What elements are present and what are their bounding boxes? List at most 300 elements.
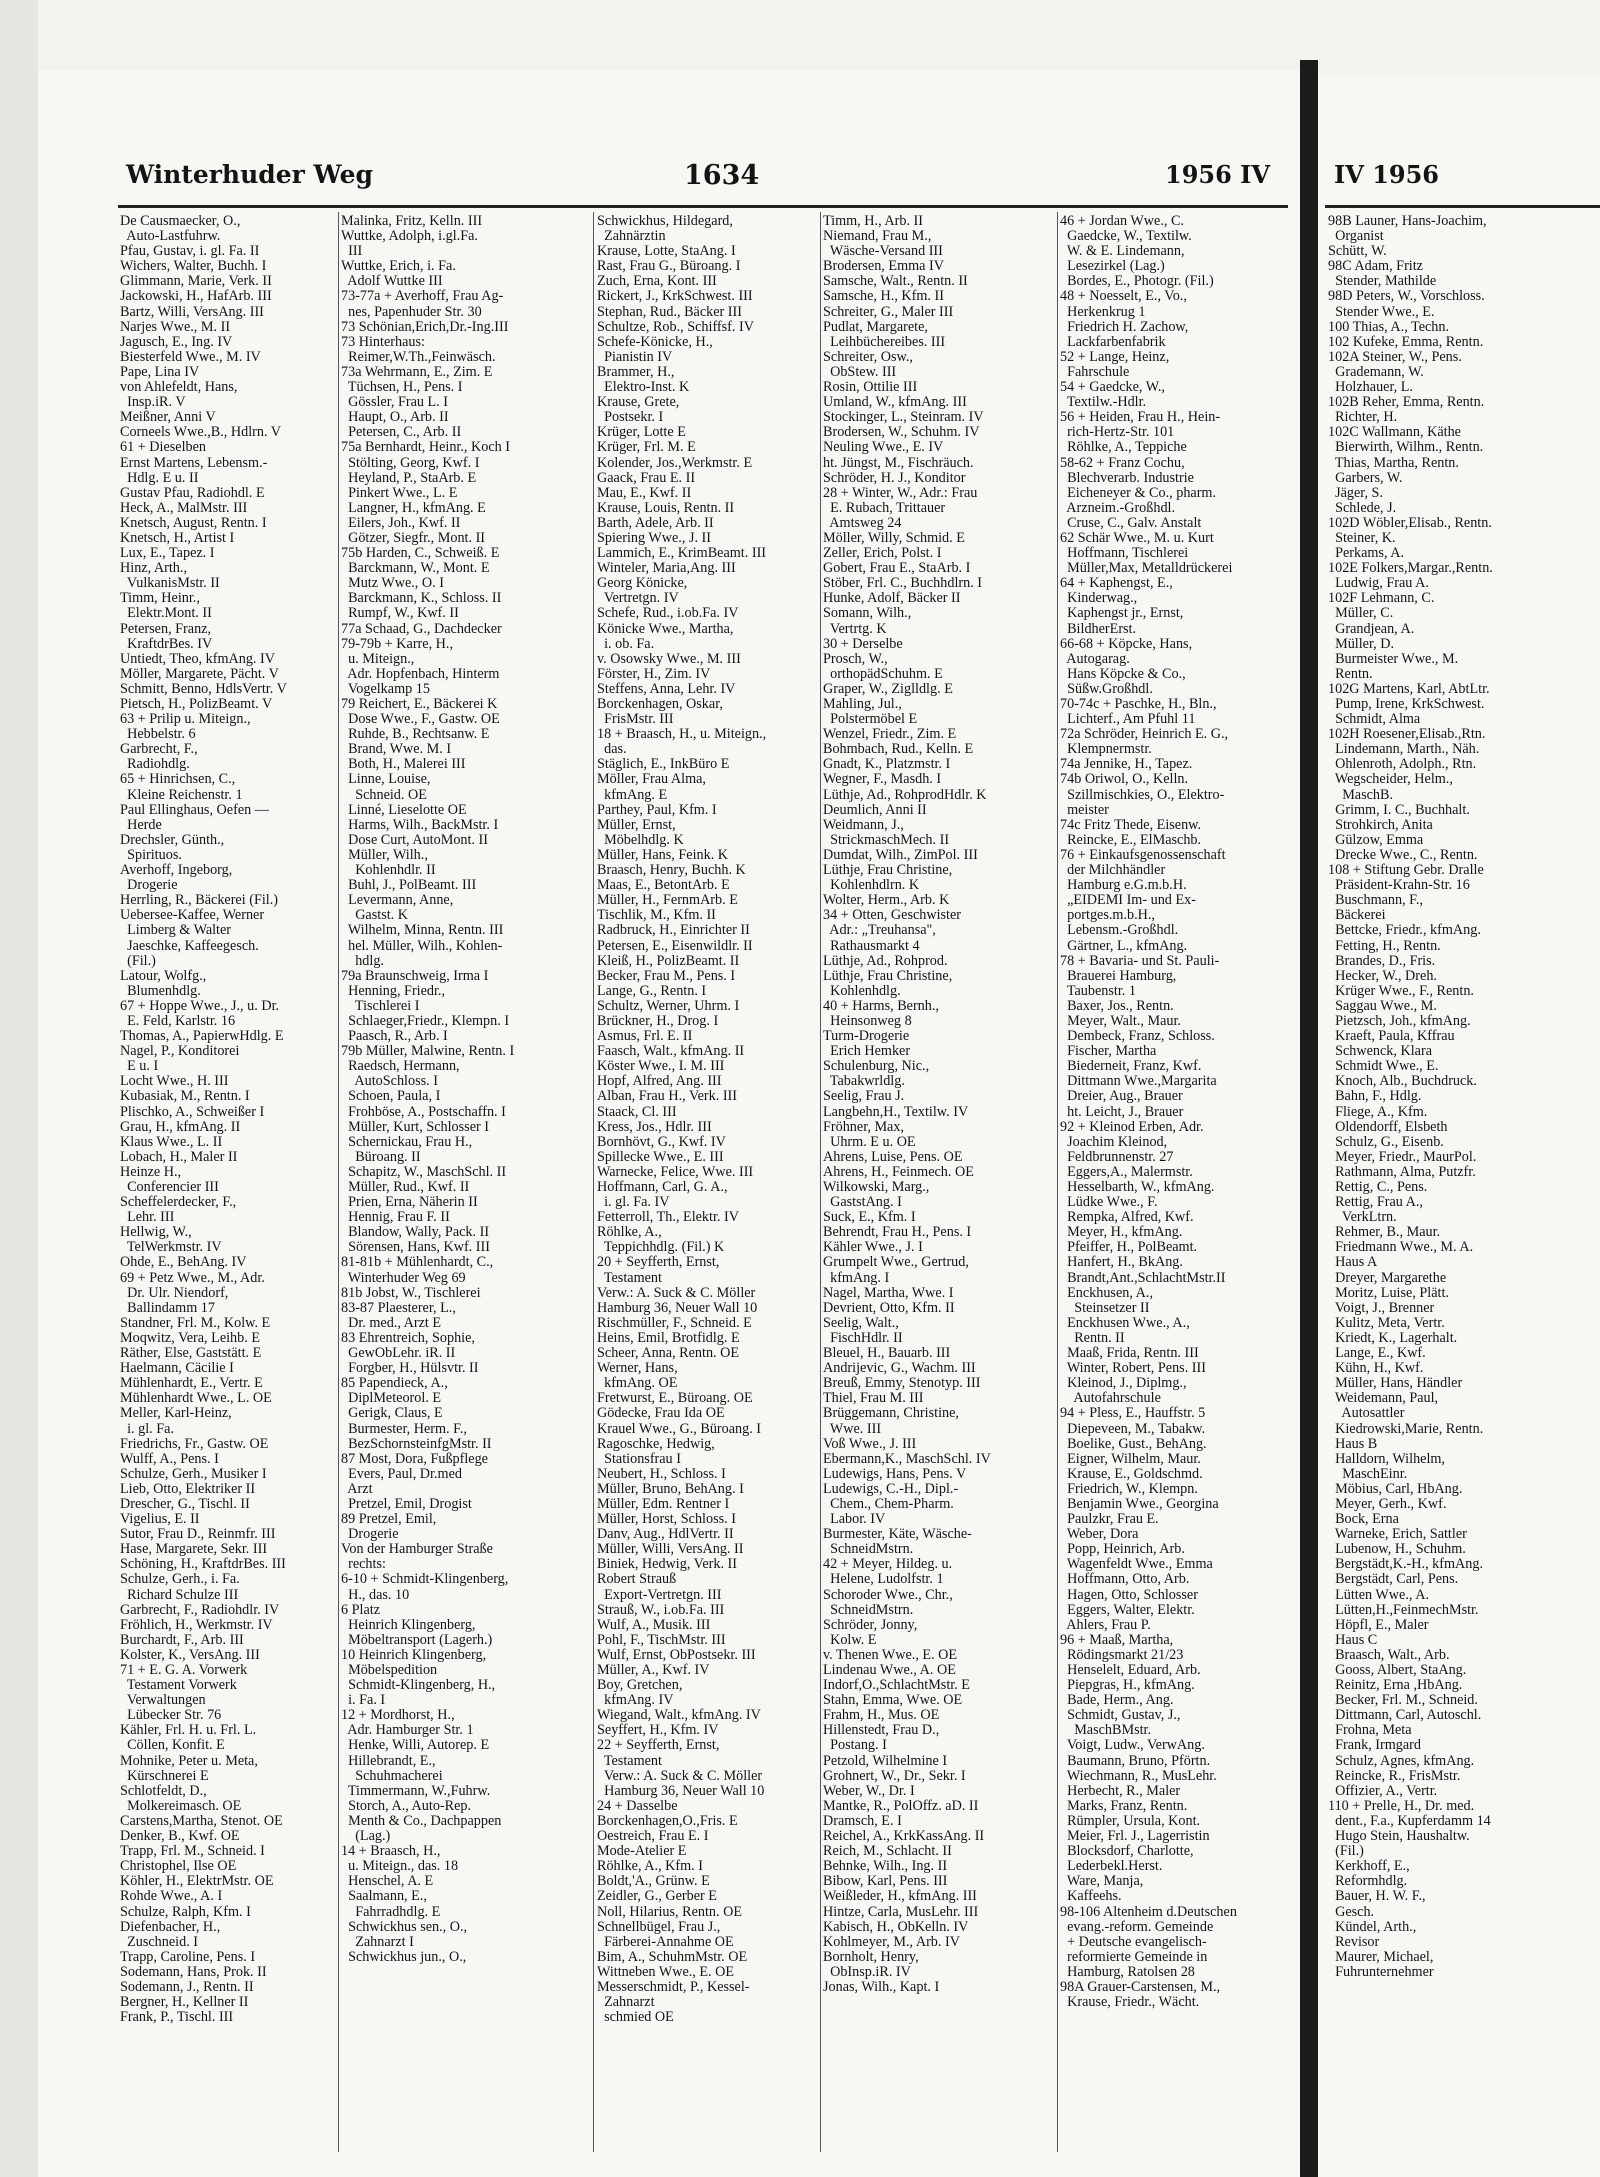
- directory-entry-line: Garbers, W.: [1328, 469, 1403, 486]
- directory-entry-line: Eggers, Walter, Elektr.: [1060, 1601, 1195, 1618]
- directory-entry-line: Chem., Chem-Pharm.: [823, 1495, 954, 1512]
- directory-entry-line: 78 + Bavaria- und St. Pauli-: [1060, 952, 1220, 969]
- directory-entry-line: Zahnarzt: [597, 1994, 655, 2011]
- directory-entry-line: Schneid. OE: [341, 786, 427, 803]
- directory-entry-line: Müller, Rud., Kwf. II: [341, 1179, 470, 1195]
- directory-entry-line: Langbehn,H., Textilw. IV: [823, 1103, 969, 1120]
- directory-entry-line: Halldorn, Wilhelm,: [1328, 1450, 1445, 1467]
- directory-entry-line: Friedrich H. Zachow,: [1060, 318, 1189, 335]
- directory-entry-line: Weber, Dora: [1060, 1526, 1139, 1543]
- directory-entry-line: Gaack, Frau E. II: [597, 469, 696, 486]
- directory-entry-line: Reichel, A., KrkKassAng. II: [823, 1828, 985, 1845]
- directory-entry-line: Boldt,'A., Grünw. E: [597, 1873, 710, 1890]
- directory-entry-line: Bergstädt, Carl, Pens.: [1328, 1571, 1459, 1588]
- directory-entry-line: Hdlg. E u. II: [120, 469, 199, 486]
- directory-entry-line: Molkereimasch. OE: [120, 1797, 242, 1814]
- directory-entry-line: Schmitt, Benno, HdlsVertr. V: [120, 680, 287, 697]
- directory-entry-line: Pietsch, H., PolizBeamt. V: [120, 696, 273, 712]
- directory-entry-line: Paulzkr, Frau E.: [1060, 1511, 1159, 1528]
- directory-entry-line: Eilers, Joh., Kwf. II: [341, 514, 461, 531]
- directory-entry-line: Radiohdlg.: [120, 756, 190, 773]
- directory-entry-line: Maurer, Michael,: [1328, 1948, 1434, 1965]
- directory-entry-line: Dittmann Wwe.,Margarita: [1060, 1073, 1217, 1090]
- directory-entry-line: Lüthje, Frau Christine,: [823, 967, 953, 984]
- directory-entry-line: Oestreich, Frau E. I: [597, 1828, 709, 1845]
- directory-entry-line: 102E Folkers,Margar.,Rentn.: [1328, 560, 1493, 577]
- directory-entry-line: Blandow, Wally, Pack. II: [341, 1224, 490, 1241]
- directory-entry-line: Schulz, G., Eisenb.: [1328, 1133, 1444, 1150]
- directory-entry-line: Lederbekl.Herst.: [1060, 1858, 1163, 1875]
- directory-entry-line: Hecker, W., Dreh.: [1328, 967, 1437, 984]
- directory-entry-line: Enckhusen Wwe., A.,: [1060, 1314, 1190, 1331]
- directory-entry-line: Wegner, F., Masdh. I: [823, 771, 942, 788]
- directory-entry-line: + Deutsche evangelisch-: [1060, 1933, 1207, 1950]
- directory-entry-line: das.: [597, 741, 627, 758]
- directory-entry-line: Hunke, Adolf, Bäcker II: [823, 590, 961, 607]
- directory-entry-line: Schmidt Wwe., E.: [1328, 1058, 1439, 1075]
- directory-entry-line: Röhlke, A., Teppiche: [1060, 439, 1187, 456]
- directory-entry-line: Saalmann, E.,: [341, 1888, 427, 1905]
- directory-entry-line: Plischko, A., Schweißer I: [120, 1103, 265, 1120]
- directory-entry-line: Mohnike, Peter u. Meta,: [120, 1752, 258, 1769]
- directory-entry-line: 46 + Jordan Wwe., C.: [1060, 214, 1184, 229]
- directory-entry-line: Könicke Wwe., Martha,: [597, 620, 734, 637]
- directory-entry-line: Buschmann, F.,: [1328, 892, 1424, 909]
- directory-entry-line: Harms, Wilh., BackMstr. I: [341, 816, 499, 833]
- header-rule-left: [118, 205, 1288, 208]
- directory-entry-line: Joachim Kleinod,: [1060, 1133, 1168, 1150]
- directory-entry-line: kfmAng. OE: [597, 1375, 678, 1392]
- directory-entry-line: AutoSchloss. I: [341, 1073, 438, 1090]
- directory-entry-line: 73-77a + Averhoff, Frau Ag-: [341, 288, 504, 305]
- directory-entry-line: Müller, Wilh.,: [341, 846, 428, 863]
- directory-entry-line: Krauel Wwe., G., Büroang. I: [597, 1420, 762, 1437]
- directory-entry-line: Verw.: A. Suck & C. Möller: [597, 1284, 756, 1301]
- directory-entry-line: Schlotfeldt, D.,: [120, 1782, 207, 1799]
- directory-entry-line: „EIDEMI Im- und Ex-: [1060, 892, 1196, 909]
- directory-entry-line: Eggers,A., Malermstr.: [1060, 1163, 1193, 1180]
- directory-entry-line: Schulze, Ralph, Kfm. I: [120, 1903, 251, 1920]
- directory-entry-line: DiplMeteorol. E: [341, 1390, 442, 1407]
- directory-entry-line: Lobach, H., Maler II: [120, 1148, 238, 1165]
- directory-entry-line: Müller, H., FernmArb. E: [597, 892, 738, 909]
- directory-entry-line: Von der Hamburger Straße: [341, 1541, 493, 1558]
- directory-entry-line: 28 + Winter, W., Adr.: Frau: [823, 484, 978, 501]
- directory-entry-line: Schmidt-Klingenberg, H.,: [341, 1677, 496, 1694]
- directory-entry-line: Stationsfrau I: [597, 1450, 681, 1467]
- directory-entry-line: Kolender, Jos.,Werkmstr. E: [597, 454, 753, 471]
- directory-entry-line: Herrling, R., Bäckerei (Fil.): [120, 892, 278, 909]
- directory-entry-line: Müller, Kurt, Schlosser I: [341, 1118, 489, 1135]
- directory-entry-line: Trapp, Frl. M., Schneid. I: [120, 1843, 265, 1860]
- directory-entry-line: Lieb, Otto, Elektriker II: [120, 1480, 256, 1497]
- directory-entry-line: Kürschnerei E: [120, 1767, 209, 1784]
- directory-entry-line: Büroang. II: [341, 1148, 421, 1165]
- directory-entry-line: Knetsch, August, Rentn. I: [120, 514, 267, 531]
- directory-entry-line: Weidmann, J.,: [823, 816, 904, 833]
- directory-entry-line: Ludwig, Frau A.: [1328, 575, 1429, 592]
- directory-entry-line: Wuttke, Erich, i. Fa.: [341, 258, 456, 275]
- directory-entry-line: Haus B: [1328, 1435, 1378, 1452]
- directory-entry-line: Alban, Frau H., Verk. III: [597, 1088, 738, 1105]
- directory-entry-line: Postsekr. I: [597, 409, 664, 426]
- directory-entry-line: Wolter, Herm., Arb. K: [823, 892, 950, 909]
- directory-entry-line: Friedrich, W., Klempn.: [1060, 1480, 1198, 1497]
- directory-entry-line: Prien, Erna, Näherin II: [341, 1194, 478, 1211]
- directory-entry-line: Ruhde, B., Rechtsanw. E: [341, 726, 490, 743]
- directory-entry-line: Kähler, Frl. H. u. Frl. L.: [120, 1722, 257, 1739]
- directory-entry-line: Hase, Margarete, Sekr. III: [120, 1541, 268, 1558]
- directory-entry-line: Dreyer, Margarethe: [1328, 1269, 1447, 1286]
- directory-entry-line: Zuschneid. I: [120, 1933, 199, 1950]
- directory-entry-line: (Lag.): [341, 1828, 391, 1845]
- directory-entry-line: Polstermöbel E: [823, 711, 918, 728]
- directory-entry-line: i. ob. Fa.: [597, 635, 655, 652]
- directory-entry-line: Kiedrowski,Marie, Rentn.: [1328, 1420, 1484, 1437]
- directory-entry-line: Lichterf., Am Pfuhl 11: [1060, 711, 1196, 728]
- directory-column-5: [1060, 214, 1298, 2174]
- directory-entry-line: Mantke, R., PolOffz. aD. II: [823, 1797, 979, 1814]
- directory-entry-line: Möbeltransport (Lagerh.): [341, 1631, 493, 1648]
- directory-entry-line: Jäger, S.: [1328, 484, 1383, 501]
- directory-entry-line: Timm, H., Arb. II: [823, 214, 923, 229]
- directory-entry-line: Behrendt, Frau H., Pens. I: [823, 1224, 972, 1241]
- directory-entry-line: Saggau Wwe., M.: [1328, 997, 1437, 1014]
- directory-entry-line: Bim, A., SchuhmMstr. OE: [597, 1948, 748, 1965]
- directory-entry-line: Brodersen, Emma IV: [823, 258, 944, 275]
- directory-entry-line: Standner, Frl. M., Kolw. E: [120, 1314, 271, 1331]
- directory-entry-line: Zuch, Erna, Kont. III: [597, 273, 717, 290]
- directory-entry-line: 20 + Seyfferth, Ernst,: [597, 1254, 720, 1271]
- directory-entry-line: Räther, Else, Gaststätt. E: [120, 1345, 262, 1362]
- directory-entry-line: Ahrens, H., Feinmech. OE: [823, 1163, 974, 1180]
- directory-entry-line: Wenzel, Friedr., Zim. E: [823, 726, 957, 743]
- directory-entry-line: Müller, D.: [1328, 635, 1395, 652]
- directory-entry-line: Möller, Willy, Schmid. E: [823, 529, 965, 546]
- directory-entry-line: Vertrtg. K: [823, 620, 887, 637]
- directory-entry-line: Drechsler, Günth.,: [120, 831, 225, 848]
- directory-entry-line: Müller, C.: [1328, 605, 1394, 622]
- directory-entry-line: Cruse, C., Galv. Anstalt: [1060, 514, 1202, 531]
- directory-entry-line: Hinz, Arth.,: [120, 560, 187, 577]
- directory-entry-line: reformierte Gemeinde in: [1060, 1948, 1208, 1965]
- directory-entry-line: 92 + Kleinod Erben, Adr.: [1060, 1118, 1204, 1135]
- directory-entry-line: Rettig, Frau A.,: [1328, 1194, 1423, 1211]
- directory-entry-line: Kohlenhdlr. II: [341, 862, 436, 879]
- directory-entry-line: Seelig, Walt.,: [823, 1314, 899, 1331]
- directory-column-2: [341, 214, 589, 2174]
- column-divider: [593, 212, 594, 2152]
- directory-entry-line: Schuhmacherei: [341, 1767, 443, 1784]
- directory-entry-line: Seyffert, H., Kfm. IV: [597, 1722, 719, 1739]
- directory-entry-line: Adr. Hamburger Str. 1: [341, 1722, 474, 1739]
- directory-entry-line: Fahrschule: [1060, 363, 1130, 380]
- directory-entry-line: Pretzel, Emil, Drogist: [341, 1495, 472, 1512]
- directory-entry-line: Boelike, Gust., BehAng.: [1060, 1435, 1207, 1452]
- directory-entry-line: Lindemann, Marth., Näh.: [1328, 741, 1480, 758]
- directory-entry-line: Ware, Manja,: [1060, 1873, 1144, 1890]
- directory-entry-line: Popp, Heinrich, Arb.: [1060, 1541, 1185, 1558]
- directory-entry-line: Dembeck, Franz, Schloss.: [1060, 1028, 1215, 1045]
- directory-entry-line: Kulitz, Meta, Vertr.: [1328, 1314, 1445, 1331]
- directory-entry-line: Scheer, Anna, Rentn. OE: [597, 1345, 740, 1362]
- directory-entry-line: Both, H., Malerei III: [341, 756, 466, 773]
- directory-entry-line: Mau, E., Kwf. II: [597, 484, 692, 501]
- directory-entry-line: Weber, W., Dr. I: [823, 1782, 915, 1799]
- directory-entry-line: Rathmann, Alma, Putzfr.: [1328, 1163, 1476, 1180]
- directory-entry-line: Rödingsmarkt 21/23: [1060, 1646, 1184, 1663]
- directory-entry-line: v. Osowsky Wwe., M. III: [597, 650, 741, 667]
- directory-entry-line: Carstens,Martha, Stenot. OE: [120, 1812, 283, 1829]
- directory-entry-line: Stäglich, E., InkBüro E: [597, 756, 730, 773]
- directory-entry-line: Henke, Willi, Autorep. E: [341, 1737, 490, 1754]
- directory-entry-line: Ohde, E., BehAng. IV: [120, 1254, 247, 1271]
- directory-entry-line: Fröhner, Max,: [823, 1118, 904, 1135]
- directory-entry-line: Wilhelm, Minna, Rentn. III: [341, 922, 504, 939]
- directory-entry-line: Kleine Reichenstr. 1: [120, 786, 243, 803]
- directory-entry-line: Marks, Franz, Rentn.: [1060, 1797, 1188, 1814]
- directory-entry-line: Moritz, Luise, Plätt.: [1328, 1284, 1449, 1301]
- directory-entry-line: Henselelt, Eduard, Arb.: [1060, 1662, 1201, 1678]
- directory-entry-line: Gärtner, L., kfmAng.: [1060, 937, 1188, 954]
- directory-entry-line: Samsche, Walt., Rentn. II: [823, 273, 968, 290]
- directory-entry-line: Heinrich Klingenberg,: [341, 1616, 476, 1633]
- directory-entry-line: Rumpf, W., Kwf. II: [341, 605, 459, 622]
- directory-entry-line: Offizier, A., Vertr.: [1328, 1782, 1438, 1799]
- directory-entry-line: Ahrens, Luise, Pens. OE: [823, 1148, 963, 1165]
- directory-entry-line: Oldendorff, Elsbeth: [1328, 1118, 1448, 1135]
- directory-entry-line: Dittmann, Carl, Autoschl.: [1328, 1707, 1482, 1724]
- directory-entry-line: Forgber, H., Hülsvtr. II: [341, 1360, 479, 1377]
- directory-entry-line: Borckenhagen,O.,Fris. E: [597, 1812, 738, 1829]
- directory-entry-line: Blocksdorf, Charlotte,: [1060, 1843, 1194, 1860]
- directory-entry-line: Danv, Aug., HdlVertr. II: [597, 1526, 734, 1543]
- directory-entry-line: 98A Grauer-Carstensen, M.,: [1060, 1978, 1221, 1995]
- directory-entry-line: Tischlik, M., Kfm. II: [597, 907, 716, 924]
- directory-entry-line: Meißner, Anni V: [120, 409, 216, 426]
- directory-entry-line: Drescher, G., Tischl. II: [120, 1495, 250, 1512]
- directory-entry-line: Rentn.: [1328, 665, 1373, 682]
- directory-entry-line: Vogelkamp 15: [341, 680, 430, 697]
- directory-entry-line: Paasch, R., Arb. I: [341, 1028, 448, 1045]
- directory-entry-line: Förster, H., Zim. IV: [597, 665, 711, 682]
- directory-entry-line: Zeller, Erich, Polst. I: [823, 545, 942, 562]
- directory-entry-line: 42 + Meyer, Hildeg. u.: [823, 1556, 953, 1573]
- directory-entry-line: Brauerei Hamburg,: [1060, 967, 1177, 984]
- directory-entry-line: Maas, E., BetontArb. E: [597, 877, 730, 894]
- header-rule-right: [1325, 205, 1600, 208]
- directory-entry-line: Kerkhoff, E.,: [1328, 1858, 1410, 1875]
- directory-entry-line: schmied OE: [597, 2009, 674, 2026]
- directory-entry-line: Somann, Wilh.,: [823, 605, 912, 622]
- directory-entry-line: Elektr.Mont. II: [120, 605, 212, 622]
- directory-entry-line: Schulze, Gerh., i. Fa.: [120, 1571, 240, 1588]
- directory-entry-line: Rentn. II: [1060, 1329, 1125, 1346]
- directory-entry-line: Stöber, Frl. C., Buchhdlrn. I: [823, 575, 983, 592]
- directory-entry-line: Knoch, Alb., Buchdruck.: [1328, 1073, 1477, 1090]
- year-volume-left: 1956 IV: [1165, 160, 1270, 189]
- directory-entry-line: Deumlich, Anni II: [823, 801, 927, 818]
- directory-entry-line: Köster Wwe., I. M. III: [597, 1058, 725, 1075]
- directory-entry-line: 12 + Mordhorst, H.,: [341, 1707, 455, 1724]
- directory-entry-line: Stender Wwe., E.: [1328, 303, 1435, 320]
- directory-entry-line: Becker, Frl. M., Schneid.: [1328, 1692, 1478, 1709]
- directory-entry-line: 74b Oriwol, O., Kelln.: [1060, 771, 1189, 788]
- directory-entry-line: Maaß, Frida, Rentn. III: [1060, 1345, 1199, 1362]
- directory-entry-line: Dose Wwe., F., Gastw. OE: [341, 711, 500, 728]
- directory-entry-line: Narjes Wwe., M. II: [120, 318, 231, 335]
- directory-entry-line: Staack, Cl. III: [597, 1103, 677, 1120]
- directory-entry-line: Grau, H., kfmAng. II: [120, 1118, 241, 1135]
- directory-entry-line: Langner, H., kfmAng. E: [341, 499, 486, 516]
- directory-entry-line: Fetterroll, Th., Elektr. IV: [597, 1209, 739, 1226]
- directory-entry-line: Mahling, Jul.,: [823, 696, 902, 712]
- directory-entry-line: E. Rubach, Trittauer: [823, 499, 946, 516]
- directory-entry-line: Möbelspedition: [341, 1662, 438, 1678]
- directory-entry-line: Raedsch, Hermann,: [341, 1058, 460, 1075]
- directory-entry-line: Meier, Frl. J., Lagerristin: [1060, 1828, 1210, 1845]
- directory-entry-line: Gnadt, K., Platzmstr. I: [823, 756, 951, 773]
- directory-entry-line: Röhlke, A.,: [597, 1224, 662, 1241]
- directory-entry-line: 73 Hinterhaus:: [341, 333, 425, 350]
- directory-entry-line: Fischer, Martha: [1060, 1043, 1157, 1060]
- directory-entry-line: 102C Wallmann, Käthe: [1328, 424, 1461, 441]
- directory-entry-line: Boy, Gretchen,: [597, 1677, 683, 1694]
- directory-entry-line: 75a Bernhardt, Heinr., Koch I: [341, 439, 511, 456]
- directory-entry-line: Burchardt, F., Arb. III: [120, 1631, 244, 1648]
- directory-entry-line: Ballindamm 17: [120, 1299, 215, 1316]
- directory-entry-line: Schultz, Werner, Uhrm. I: [597, 997, 740, 1014]
- directory-entry-line: Benjamin Wwe., Georgina: [1060, 1495, 1219, 1512]
- directory-entry-line: Krüger, Lotte E: [597, 424, 686, 441]
- directory-entry-line: Steiner, K.: [1328, 529, 1396, 546]
- directory-entry-line: hdlg.: [341, 952, 384, 969]
- directory-entry-line: Hamburg 36, Neuer Wall 10: [597, 1299, 758, 1316]
- directory-entry-line: Gesch.: [1328, 1903, 1375, 1920]
- directory-entry-line: Kleinod, J., Diplmg.,: [1060, 1375, 1187, 1392]
- directory-entry-line: Lammich, E., KrimBeamt. III: [597, 545, 767, 562]
- directory-entry-line: Pfeiffer, H., PolBeamt.: [1060, 1239, 1198, 1256]
- directory-entry-line: Gülzow, Emma: [1328, 831, 1424, 848]
- directory-entry-line: Schröder, Jonny,: [823, 1616, 918, 1633]
- directory-entry-line: Pudlat, Margarete,: [823, 318, 928, 335]
- scan-edge: [0, 0, 38, 2177]
- directory-entry-line: (Fil.): [1328, 1843, 1364, 1860]
- directory-entry-line: Spirituos.: [120, 846, 182, 863]
- directory-entry-line: 83-87 Plaesterer, L.,: [341, 1299, 456, 1316]
- directory-entry-line: Linne, Louise,: [341, 771, 431, 788]
- directory-entry-line: Jackowski, H., HafArb. III: [120, 288, 272, 305]
- directory-entry-line: Piepgras, H., kfmAng.: [1060, 1677, 1195, 1694]
- directory-entry-line: Pietzsch, Joh., kfmAng.: [1328, 1012, 1471, 1029]
- directory-entry-line: Lehr. III: [120, 1209, 175, 1226]
- directory-entry-line: Eicheneyer & Co., pharm.: [1060, 484, 1217, 501]
- directory-entry-line: Dose Curt, AutoMont. II: [341, 831, 488, 848]
- directory-entry-line: BildherErst.: [1060, 620, 1137, 637]
- directory-entry-line: Krüger Wwe., F., Rentn.: [1328, 982, 1474, 999]
- directory-entry-line: Grandjean, A.: [1328, 620, 1415, 637]
- directory-entry-line: Radbruck, H., Einrichter II: [597, 922, 750, 939]
- directory-entry-line: Samsche, H., Kfm. II: [823, 288, 944, 305]
- directory-entry-line: Möbius, Carl, HbAng.: [1328, 1480, 1463, 1497]
- directory-entry-line: 18 + Braasch, H., u. Miteign.,: [597, 726, 767, 743]
- directory-entry-line: Schwenck, Klara: [1328, 1043, 1433, 1060]
- directory-entry-line: 58-62 + Franz Cochu,: [1060, 454, 1185, 471]
- directory-entry-line: 102A Steiner, W., Pens.: [1328, 348, 1462, 365]
- directory-entry-line: rechts:: [341, 1556, 386, 1573]
- directory-entry-line: Lackfarbenfabrik: [1060, 333, 1166, 350]
- directory-entry-line: Bohmbach, Rud., Kelln. E: [823, 741, 974, 758]
- directory-entry-line: Asmus, Frl. E. II: [597, 1028, 693, 1045]
- directory-entry-line: Wulff, A., Pens. I: [120, 1450, 219, 1467]
- directory-entry-line: Testament: [597, 1269, 662, 1286]
- directory-entry-line: Averhoff, Ingeborg,: [120, 862, 233, 879]
- directory-entry-line: Warnecke, Felice, Wwe. III: [597, 1163, 754, 1180]
- directory-entry-line: Kündel, Arth.,: [1328, 1918, 1417, 1935]
- directory-entry-line: 102B Reher, Emma, Rentn.: [1328, 394, 1485, 411]
- directory-entry-line: 40 + Harms, Bernh.,: [823, 997, 939, 1014]
- directory-entry-line: Zahnärztin: [597, 228, 666, 245]
- directory-entry-line: Lütten Wwe., A.: [1328, 1586, 1430, 1603]
- directory-entry-line: 66-68 + Köpcke, Hans,: [1060, 635, 1193, 652]
- directory-entry-line: 74a Jennike, H., Tapez.: [1060, 756, 1193, 773]
- directory-entry-line: Perkams, A.: [1328, 545, 1405, 562]
- directory-entry-line: Stockinger, L., Steinram. IV: [823, 409, 984, 426]
- directory-entry-line: Stephan, Rud., Bäcker III: [597, 303, 742, 320]
- directory-entry-line: Biederneit, Franz, Kwf.: [1060, 1058, 1202, 1075]
- directory-entry-line: Klaus Wwe., L. II: [120, 1133, 223, 1150]
- directory-entry-line: portges.m.b.H.,: [1060, 907, 1155, 924]
- directory-entry-line: Pohl, F., TischMstr. III: [597, 1631, 726, 1648]
- directory-entry-line: i. Fa. I: [341, 1692, 386, 1709]
- directory-entry-line: Müller, Ernst,: [597, 816, 676, 833]
- directory-entry-line: Dramsch, E. I: [823, 1812, 902, 1829]
- directory-entry-line: Scheffelerdecker, F.,: [120, 1194, 237, 1211]
- directory-entry-line: Baumann, Bruno, Pförtn.: [1060, 1752, 1211, 1769]
- directory-entry-line: Werner, Hans,: [597, 1360, 678, 1377]
- directory-entry-line: Textilw.-Hdlr.: [1060, 394, 1147, 411]
- directory-entry-line: meister: [1060, 801, 1109, 818]
- directory-entry-line: Kraeft, Paula, Kffrau: [1328, 1028, 1455, 1045]
- directory-entry-line: Niemand, Frau M.,: [823, 228, 932, 245]
- directory-entry-line: Blechverarb. Industrie: [1060, 469, 1194, 486]
- directory-entry-line: MaschB.: [1328, 786, 1394, 803]
- directory-entry-line: Hesselbarth, W., kfmAng.: [1060, 1179, 1215, 1195]
- directory-entry-line: Strohkirch, Anita: [1328, 816, 1433, 833]
- directory-entry-line: Rischmüller, F., Schneid. E: [597, 1314, 752, 1331]
- directory-entry-line: Winterhuder Weg 69: [341, 1269, 466, 1286]
- directory-entry-line: Voß Wwe., J. III: [823, 1435, 917, 1452]
- directory-entry-line: Uhrm. E u. OE: [823, 1133, 916, 1150]
- directory-entry-line: Weidemann, Paul,: [1328, 1390, 1439, 1407]
- directory-entry-line: Wwe. III: [823, 1420, 882, 1437]
- directory-entry-line: Testament Vorwerk: [120, 1677, 237, 1694]
- directory-entry-line: Pianistin IV: [597, 348, 673, 365]
- directory-entry-line: Helene, Ludolfstr. 1: [823, 1571, 944, 1588]
- directory-entry-line: Brüggemann, Christine,: [823, 1405, 959, 1422]
- directory-entry-line: Neuling Wwe., E. IV: [823, 439, 944, 456]
- directory-entry-line: Diefenbacher, H.,: [120, 1918, 221, 1935]
- directory-entry-line: rich-Hertz-Str. 101: [1060, 424, 1175, 441]
- directory-entry-line: Burmester, Herm. F.,: [341, 1420, 467, 1437]
- directory-entry-line: 98D Peters, W., Vorschloss.: [1328, 288, 1485, 305]
- directory-entry-line: Rohde Wwe., A. I: [120, 1888, 223, 1905]
- directory-entry-line: Noll, Hilarius, Rentn. OE: [597, 1903, 743, 1920]
- directory-entry-line: Barckmann, K., Schloss. II: [341, 590, 502, 607]
- directory-entry-line: Petersen, C., Arb. II: [341, 424, 462, 441]
- directory-entry-line: Grademann, W.: [1328, 363, 1424, 380]
- directory-entry-line: Knetsch, H., Artist I: [120, 529, 235, 546]
